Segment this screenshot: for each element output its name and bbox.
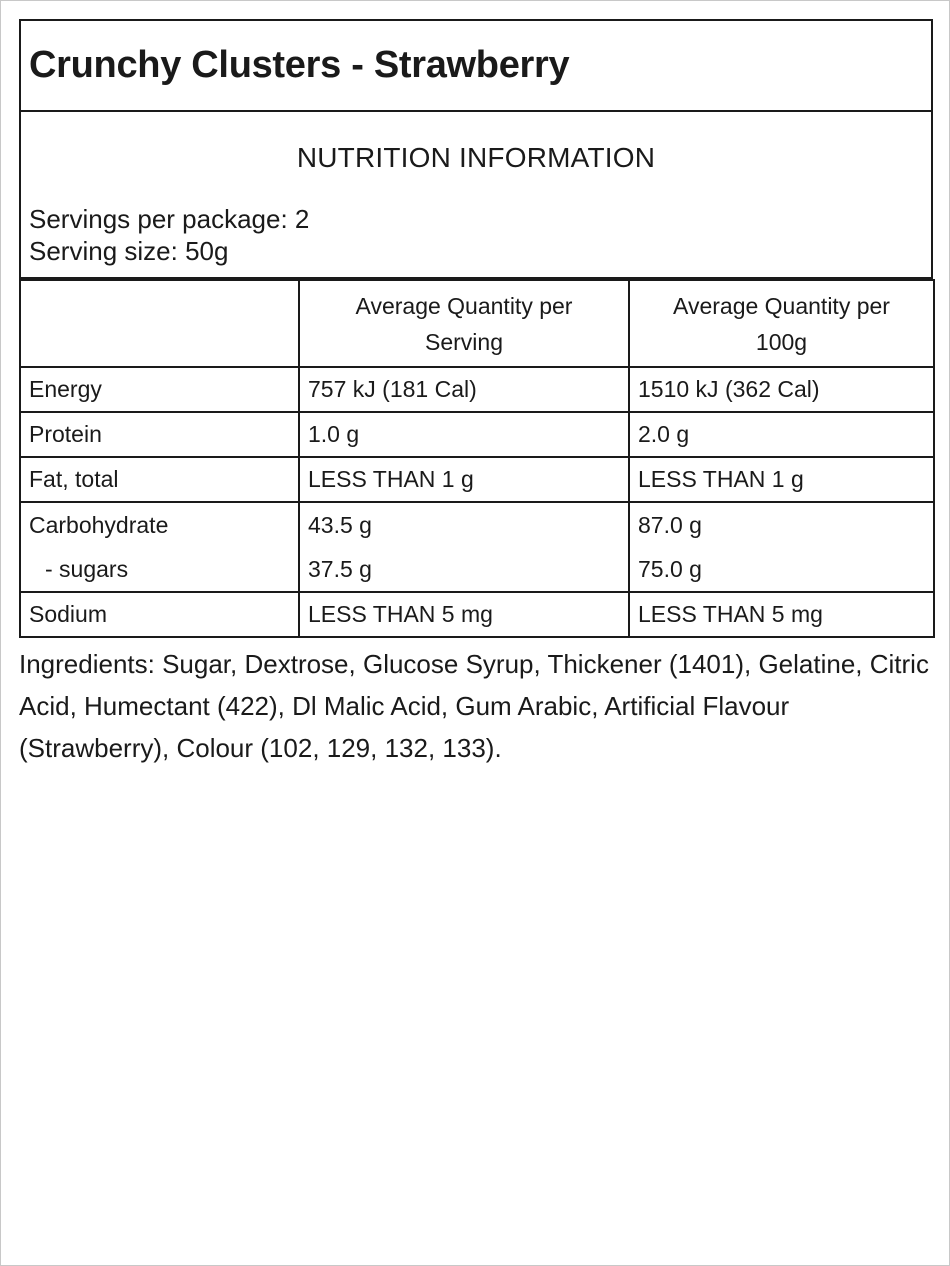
nutrient-name: Energy [20, 367, 299, 412]
per-100g-value: 87.0 g [638, 512, 702, 538]
nutrient-name: Protein [20, 412, 299, 457]
per-serving-value: 43.5 g [308, 512, 372, 538]
nutrient-name: Sodium [20, 592, 299, 637]
per-serving-value: LESS THAN 1 g [299, 457, 629, 502]
per-100g-cell [629, 502, 934, 592]
table-row-fat [20, 457, 934, 502]
serving-size: Serving size: 50g [29, 236, 229, 266]
nutrition-heading: NUTRITION INFORMATION [296, 142, 656, 173]
table-row-sodium [20, 592, 934, 637]
nutrient-name: Carbohydrate [29, 512, 169, 538]
nutrition-table [19, 279, 935, 638]
per-serving-cell [299, 502, 629, 592]
title-box [19, 19, 933, 112]
table-header-row [20, 280, 934, 367]
per-serving-value: 1.0 g [299, 412, 629, 457]
column-header-per-serving: Average Quantity per Serving [299, 280, 629, 367]
servings-per-package: Servings per package: 2 [29, 204, 310, 234]
nutrition-info-box [19, 112, 933, 279]
table-row-energy [20, 367, 934, 412]
per-serving-value: LESS THAN 5 mg [299, 592, 629, 637]
sub-nutrient-name: - sugars [45, 556, 129, 582]
nutrient-name: Fat, total [20, 457, 299, 502]
servings-info [29, 203, 309, 267]
ingredients-text: Ingredients: Sugar, Dextrose, Glucose Syrup, Thickener (1401), Gelatine, Citric Acid, Humectant (422), Dl Malic Acid, Gum Arabic, Artificial Flavour (Strawberry), Colour (102, 129, 132, 133). [19, 649, 929, 763]
per-100g-value: LESS THAN 5 mg [629, 592, 934, 637]
per-100g-value: 2.0 g [629, 412, 934, 457]
per-100g-value: 1510 kJ (362 Cal) [629, 367, 934, 412]
nutrient-name-cell [20, 502, 299, 592]
table-row-carbohydrate [20, 502, 934, 592]
product-title: Crunchy Clusters - Strawberry [29, 44, 570, 86]
table-row-protein [20, 412, 934, 457]
per-100g-value: LESS THAN 1 g [629, 457, 934, 502]
per-serving-value: 757 kJ (181 Cal) [299, 367, 629, 412]
sub-per-100g-value: 75.0 g [638, 556, 702, 582]
column-header-per-100g: Average Quantity per 100g [629, 280, 934, 367]
nutrition-panel [19, 19, 933, 638]
sub-per-serving-value: 37.5 g [308, 556, 372, 582]
column-header-nutrient [20, 280, 299, 367]
